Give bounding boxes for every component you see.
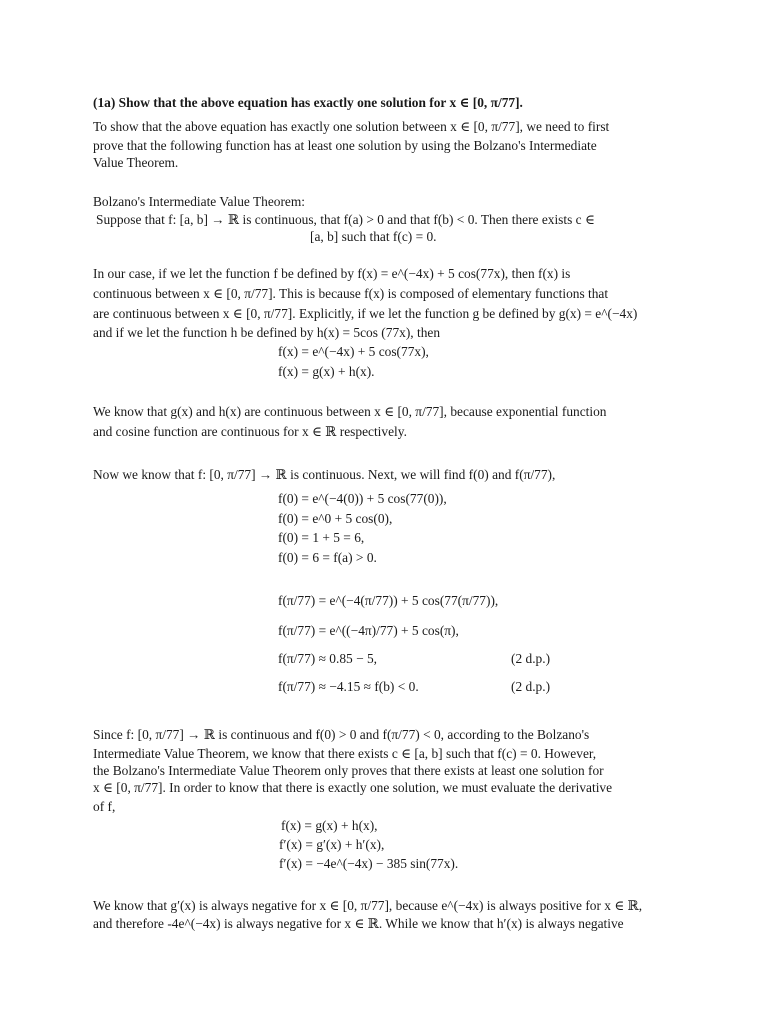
case-line-4: and if we let the function h be defined by h(x) = 5cos (77x), then [93,325,441,340]
final-line-1: We know that g′(x) is always negative for x ∈ [0, π/77], because e^(−4x) is always positive for x ∈ ℝ, [93,898,643,913]
fpi-line-3: f(π/77) ≈ 0.85 − 5, [278,651,378,666]
theorem-line-1: Suppose that f: [a, b] → ℝ is continuous, that f(a) > 0 and that f(b) < 0. Then there exists c ∈ [96,212,595,227]
fpi-line-4: f(π/77) ≈ −4.15 ≈ f(b) < 0. [278,679,419,694]
case-line-2: continuous between x ∈ [0, π/77]. This is because f(x) is composed of elementary functions that [93,286,609,301]
derivative-line-3: f′(x) = −4e^(−4x) − 385 sin(77x). [279,856,459,871]
equation-f-sum: f(x) = g(x) + h(x). [278,364,375,379]
f0-line-2: f(0) = e^0 + 5 cos(0), [278,511,393,526]
section-heading: (1a) Show that the above equation has exactly one solution for x ∈ [0, π/77]. [93,95,523,110]
since-line-5: of f, [93,799,116,814]
fpi-note-4: (2 d.p.) [511,679,551,694]
known-line-2: and cosine function are continuous for x ∈ ℝ respectively. [93,424,407,439]
final-line-2: and therefore -4e^(−4x) is always negative for x ∈ ℝ. While we know that h′(x) is always negative [93,916,624,931]
since-line-3: the Bolzano's Intermediate Value Theorem only proves that there exists at least one solution for [93,763,604,778]
theorem-line-2: [a, b] such that f(c) = 0. [310,229,437,244]
fpi-line-2: f(π/77) = e^((−4π)/77) + 5 cos(π), [278,623,459,638]
now-line: Now we know that f: [0, π/77] → ℝ is continuous. Next, we will find f(0) and f(π/77), [93,467,556,482]
fpi-line-1: f(π/77) = e^(−4(π/77)) + 5 cos(77(π/77)), [278,593,499,608]
intro-line-3: Value Theorem. [93,155,179,170]
fpi-note-3: (2 d.p.) [511,651,551,666]
since-line-4: x ∈ [0, π/77]. In order to know that there is exactly one solution, we must evaluate the derivative [93,780,613,795]
case-line-3: are continuous between x ∈ [0, π/77]. Explicitly, if we let the function g be defined by g(x) = e^(−4x) [93,306,638,321]
since-line-2: Intermediate Value Theorem, we know that there exists c ∈ [a, b] such that f(c) = 0. However, [93,746,597,761]
equation-f-definition: f(x) = e^(−4x) + 5 cos(77x), [278,344,429,359]
f0-line-1: f(0) = e^(−4(0)) + 5 cos(77(0)), [278,491,447,506]
derivative-line-1: f(x) = g(x) + h(x), [281,818,378,833]
f0-line-3: f(0) = 1 + 5 = 6, [278,530,365,545]
since-line-1: Since f: [0, π/77] → ℝ is continuous and f(0) > 0 and f(π/77) < 0, according to the Bolzano's [93,727,590,742]
derivative-line-2: f′(x) = g′(x) + h′(x), [279,837,385,852]
theorem-title: Bolzano's Intermediate Value Theorem: [93,194,306,209]
case-line-1: In our case, if we let the function f be defined by f(x) = e^(−4x) + 5 cos(77x), then f(x) is [93,266,571,281]
intro-line-1: To show that the above equation has exactly one solution between x ∈ [0, π/77], we need to first [93,119,610,134]
intro-line-2: prove that the following function has at least one solution by using the Bolzano's Intermediate [93,138,597,153]
known-line-1: We know that g(x) and h(x) are continuous between x ∈ [0, π/77], because exponential function [93,404,607,419]
f0-line-4: f(0) = 6 = f(a) > 0. [278,550,377,565]
